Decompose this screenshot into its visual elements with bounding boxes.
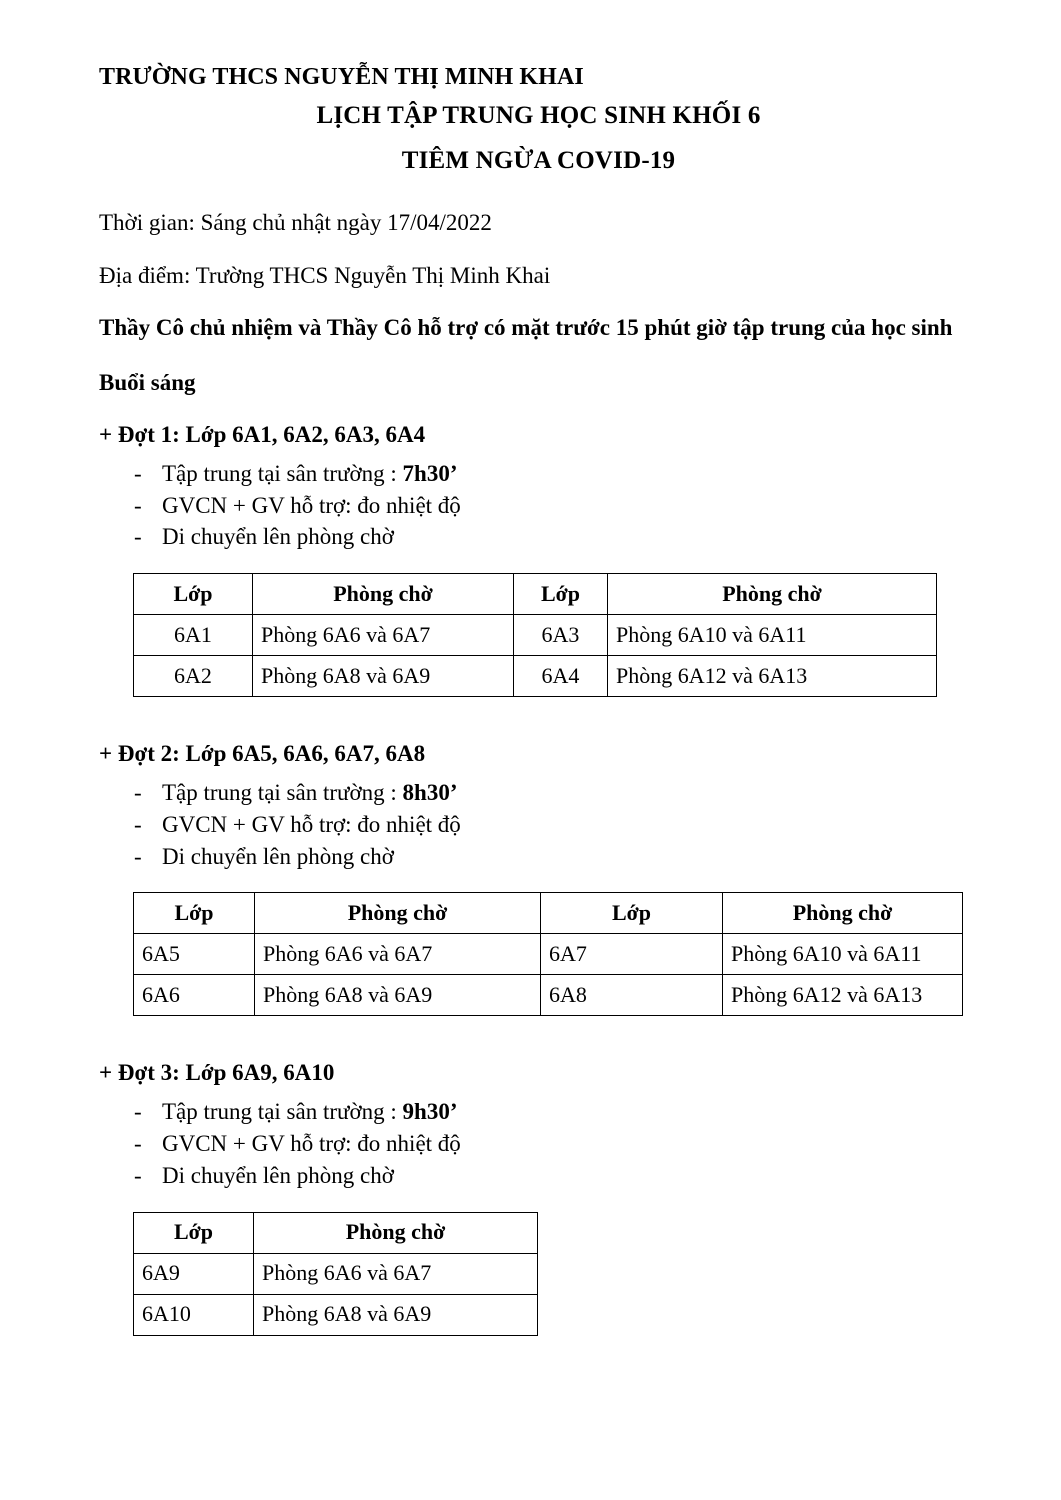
place-line: Địa điểm: Trường THCS Nguyễn Thị Minh Khai [99,263,551,289]
dash-marker: - [134,780,142,806]
cell-room-alt: Phòng 6A10 và 6A11 [608,615,937,656]
time-line: Thời gian: Sáng chủ nhật ngày 17/04/2022 [99,210,492,235]
list-item [134,1096,978,1128]
dash-marker: - [134,492,142,518]
document-title-line-1: LỊCH TẬP TRUNG HỌC SINH KHỐI 6 [316,102,761,129]
cell-class-alt: 6A3 [514,615,608,656]
schedule-table-batch-2 [133,892,963,1016]
cell-room-alt: Phòng 6A12 và 6A13 [608,656,937,697]
step-text: GVCN + GV hỗ trợ: đo nhiệt độ [162,1131,461,1157]
list-item [134,490,978,522]
step-text: GVCN + GV hỗ trợ: đo nhiệt độ [162,492,461,518]
list-item [134,1128,978,1160]
cell-room-alt: Phòng 6A10 và 6A11 [723,934,963,975]
list-item [134,777,978,809]
table-row [134,615,937,656]
organization-title: TRƯỜNG THCS NGUYỄN THỊ MINH KHAI [99,64,584,90]
cell-room-alt: Phòng 6A12 và 6A13 [723,975,963,1016]
column-header-room-2: Phòng chờ [723,893,963,934]
column-header-room-2: Phòng chờ [608,574,937,615]
cell-room: Phòng 6A8 và 6A9 [255,975,541,1016]
step-text: Di chuyển lên phòng chờ [162,1162,394,1188]
cell-room: Phòng 6A6 và 6A7 [253,615,514,656]
dash-marker: - [134,1099,142,1125]
table-header-row [134,574,937,615]
dash-marker: - [134,1162,142,1188]
column-header-room-1: Phòng chờ [253,574,514,615]
document-title-line-2: TIÊM NGỪA COVID-19 [401,146,676,174]
cell-class-alt: 6A7 [541,934,723,975]
dash-marker: - [134,811,142,837]
step-text: Di chuyển lên phòng chờ [162,843,394,869]
cell-room: Phòng 6A8 và 6A9 [253,656,514,697]
column-header-lop-1: Lớp [134,574,253,615]
list-item [134,521,978,553]
column-header-lop-2: Lớp [514,574,608,615]
schedule-table-batch-1 [133,573,937,697]
cell-class: 6A9 [134,1253,254,1294]
dash-marker: - [134,843,142,869]
step-text: Tập trung tại sân trường : [162,1099,403,1125]
batch-steps-2 [99,777,978,872]
column-header-lop-1: Lớp [134,893,255,934]
column-header-room-1: Phòng chờ [255,893,541,934]
list-item [134,458,978,490]
schedule-table-batch-3 [133,1212,538,1336]
dash-marker: - [134,524,142,550]
cell-class: 6A10 [134,1294,254,1335]
list-item [134,809,978,841]
cell-class-alt: 6A8 [541,975,723,1016]
cell-room: Phòng 6A6 và 6A7 [255,934,541,975]
cell-class: 6A5 [134,934,255,975]
session-label: Buổi sáng [99,369,196,395]
cell-class: 6A2 [134,656,253,697]
column-header-room-1: Phòng chờ [254,1212,538,1253]
table-header-row [134,1212,538,1253]
cell-class: 6A1 [134,615,253,656]
step-time: 9h30’ [402,1099,458,1125]
step-text: Tập trung tại sân trường : [162,780,403,806]
table-row [134,1253,538,1294]
column-header-lop-2: Lớp [541,893,723,934]
step-text: Tập trung tại sân trường : [162,460,403,486]
column-header-lop-1: Lớp [134,1212,254,1253]
table-header-row [134,893,963,934]
list-item [134,841,978,873]
cell-class: 6A6 [134,975,255,1016]
batch-steps-1 [99,458,978,553]
batch-heading-2: + Đợt 2: Lớp 6A5, 6A6, 6A7, 6A8 [99,741,426,767]
table-row [134,656,937,697]
teacher-note: Thầy Cô chủ nhiệm và Thầy Cô hỗ trợ có mặt trước 15 phút giờ tập trung của học sinh [99,315,953,341]
step-time: 8h30’ [402,780,458,806]
batch-steps-3 [99,1096,978,1191]
step-text: GVCN + GV hỗ trợ: đo nhiệt độ [162,811,461,837]
batch-heading-3: + Đợt 3: Lớp 6A9, 6A10 [99,1060,335,1086]
list-item [134,1160,978,1192]
table-row [134,1294,538,1335]
batch-heading-1: + Đợt 1: Lớp 6A1, 6A2, 6A3, 6A4 [99,421,426,447]
cell-room: Phòng 6A8 và 6A9 [254,1294,538,1335]
table-row [134,975,963,1016]
dash-marker: - [134,1131,142,1157]
step-text: Di chuyển lên phòng chờ [162,524,394,550]
table-row [134,934,963,975]
cell-room: Phòng 6A6 và 6A7 [254,1253,538,1294]
dash-marker: - [134,460,142,486]
step-time: 7h30’ [402,460,458,486]
cell-class-alt: 6A4 [514,656,608,697]
